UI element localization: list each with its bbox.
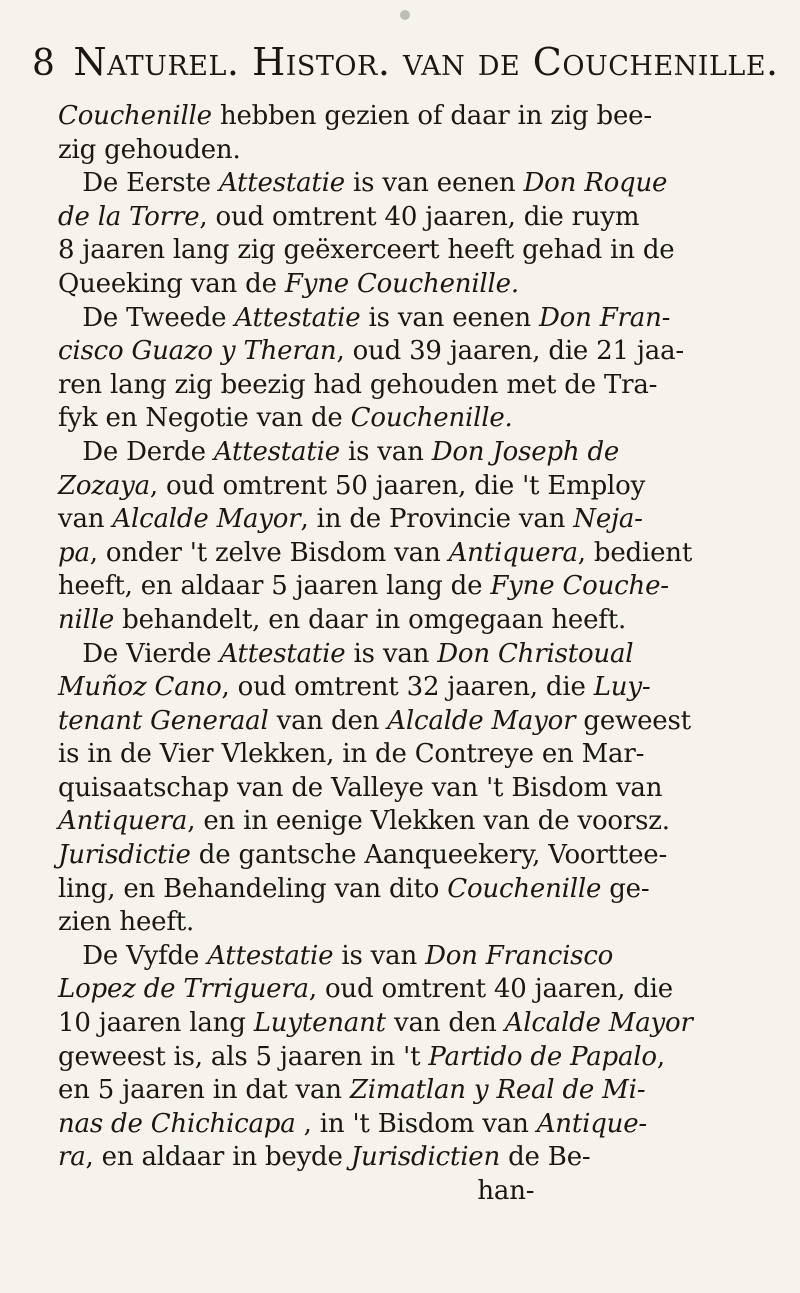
italic-run: Antiquera — [58, 806, 188, 837]
italic-run: Couchenille — [58, 101, 212, 131]
text-line — [58, 671, 758, 705]
italic-run: Attestatie — [213, 436, 340, 467]
text-run: De Vierde — [58, 638, 220, 669]
italic-run: Fyne Couchenille. — [284, 268, 519, 299]
text-line — [58, 402, 758, 436]
text-run: van — [58, 504, 113, 535]
italic-run: ra — [58, 1142, 86, 1173]
text-line — [58, 772, 758, 806]
text-line — [58, 839, 758, 873]
text-run: behandelt, en daar in omgegaan heeft. — [114, 604, 627, 635]
italic-run: Lopez de Trriguera — [58, 974, 309, 1005]
italic-run: Alcalde Mayor — [504, 1008, 693, 1039]
text-run: , en aldaar in beyde — [85, 1142, 351, 1173]
text-run: , oud omtrent 32 jaaren, die — [221, 672, 594, 703]
italic-run: Alcalde Mayor — [387, 705, 576, 736]
text-run: geweest is, als 5 jaaren in 't — [58, 1041, 429, 1072]
text-line — [58, 167, 758, 201]
italic-run: Antiquera — [448, 537, 578, 568]
text-line — [58, 1007, 758, 1041]
text-run: 10 jaaren lang — [58, 1008, 254, 1039]
text-run: , onder 't zelve Bisdom van — [89, 537, 449, 568]
italic-run: Luy- — [593, 672, 651, 703]
text-run: is van — [345, 638, 438, 669]
italic-run: Don Fran- — [539, 302, 671, 333]
text-line — [58, 537, 758, 571]
italic-run: Attestatie — [218, 168, 345, 199]
italic-run: Couchenille — [447, 873, 602, 904]
text-line — [58, 1108, 758, 1142]
text-run: en 5 jaaren in dat van — [58, 1075, 350, 1106]
text-run: de gantsche Aanqueekery, Voorttee- — [190, 840, 668, 871]
text-run: ling, en Behandeling van dito — [58, 873, 448, 904]
text-run: , oud omtrent 40 jaaren, die ruym — [199, 201, 640, 232]
text-line — [58, 1074, 758, 1108]
text-line — [58, 234, 758, 268]
paper-speck — [400, 10, 410, 20]
text-run: is van eenen — [360, 302, 539, 333]
text-run: , oud omtrent 40 jaaren, die — [308, 974, 673, 1005]
italic-run: Zimatlan y Real de Mi- — [349, 1075, 646, 1106]
running-head: Naturel. Histor. van de Couchenille. — [73, 40, 779, 84]
text-line — [58, 973, 758, 1007]
text-run: is van — [339, 436, 432, 467]
italic-run: Don Joseph de — [431, 436, 620, 467]
italic-run: Jurisdictien — [350, 1142, 501, 1173]
italic-run: Attestatie — [207, 940, 334, 971]
italic-run: Attestatie — [219, 638, 346, 669]
italic-run: Attestatie — [234, 302, 361, 333]
italic-run: Alcalde Mayor — [112, 504, 301, 535]
text-run: is van — [333, 940, 426, 971]
text-line — [58, 738, 758, 772]
italic-run: Don Roque — [523, 168, 668, 199]
text-run: De Tweede — [58, 302, 235, 333]
text-line — [58, 268, 758, 302]
text-run: ren lang zig beezig had gehouden met de Tra- — [58, 369, 658, 400]
text-run: , en in eenige Vlekken van de voorsz. — [187, 806, 670, 837]
text-run: 8 jaaren lang zig geëxerceert heeft gehad in de — [58, 235, 675, 266]
italic-run: Don Christoual — [437, 638, 634, 669]
italic-run: nas de Chichicapa — [58, 1108, 296, 1139]
italic-run: Fyne Couche- — [490, 571, 669, 602]
text-run: zien heeft. — [58, 907, 195, 938]
italic-run: Antique- — [536, 1108, 647, 1139]
italic-run: Don Francisco — [425, 940, 614, 971]
text-run: , in 't Bisdom van — [295, 1108, 537, 1139]
text-line — [58, 470, 758, 504]
text-line — [58, 302, 758, 336]
italic-run: Muñoz Cano — [58, 672, 222, 703]
text-run: , in de Provincie van — [300, 504, 574, 535]
text-run: de Be- — [500, 1142, 591, 1173]
text-run: ge- — [601, 873, 650, 904]
text-line — [58, 100, 758, 134]
italic-run: tenant Generaal — [58, 705, 269, 736]
italic-run: Jurisdictie — [58, 840, 191, 871]
text-run: , oud omtrent 50 jaaren, die 't Employ — [149, 470, 646, 501]
italic-run: Partido de Papalo — [428, 1041, 657, 1072]
text-line — [58, 335, 758, 369]
text-line — [58, 1175, 758, 1209]
italic-run: cisco Guazo y Theran — [58, 336, 337, 367]
text-run: , — [656, 1041, 665, 1072]
text-run: heeft, en aldaar 5 jaaren lang de — [58, 571, 491, 602]
text-run: De Vyfde — [58, 940, 208, 971]
text-run: De Eerste — [58, 168, 219, 199]
text-line — [58, 134, 758, 168]
text-line — [58, 570, 758, 604]
italic-run: pa — [58, 537, 90, 568]
page-header — [32, 40, 779, 90]
text-line — [58, 1041, 758, 1075]
italic-run: Zozaya — [58, 470, 150, 501]
text-line — [58, 503, 758, 537]
text-line — [58, 638, 758, 672]
text-line — [58, 201, 758, 235]
text-run: is in de Vier Vlekken, in de Contreye en Mar- — [58, 739, 645, 770]
text-run: , oud 39 jaaren, die 21 jaa- — [336, 336, 684, 367]
italic-run: de la Torre — [58, 201, 200, 232]
text-run: zig gehouden. — [58, 134, 241, 165]
text-line — [58, 604, 758, 638]
text-run: , bedient — [577, 537, 693, 568]
text-line — [58, 1141, 758, 1175]
text-run: hebben gezien of daar in zig bee- — [211, 101, 652, 131]
text-line — [58, 906, 758, 940]
text-run: De Derde — [58, 436, 214, 467]
text-line — [58, 940, 758, 974]
text-line — [58, 805, 758, 839]
body-text — [58, 100, 758, 1209]
text-run: han- — [58, 1176, 535, 1206]
text-line — [58, 873, 758, 907]
italic-run: Luytenant — [253, 1008, 386, 1039]
text-run: geweest — [575, 705, 691, 736]
page-number: 8 — [32, 43, 56, 84]
text-line — [58, 705, 758, 739]
text-run: is van eenen — [344, 168, 524, 199]
italic-run: nille — [58, 604, 115, 635]
text-line — [58, 436, 758, 470]
italic-run: Neja- — [573, 504, 643, 535]
text-run: Queeking van de — [58, 268, 285, 299]
text-run: van den — [385, 1008, 505, 1039]
text-run: van den — [268, 705, 388, 736]
text-line — [58, 369, 758, 403]
italic-run: Couchenille. — [350, 403, 513, 434]
text-run: fyk en Negotie van de — [58, 403, 351, 434]
text-run: quisaatschap van de Valleye van 't Bisdom van — [58, 772, 663, 803]
